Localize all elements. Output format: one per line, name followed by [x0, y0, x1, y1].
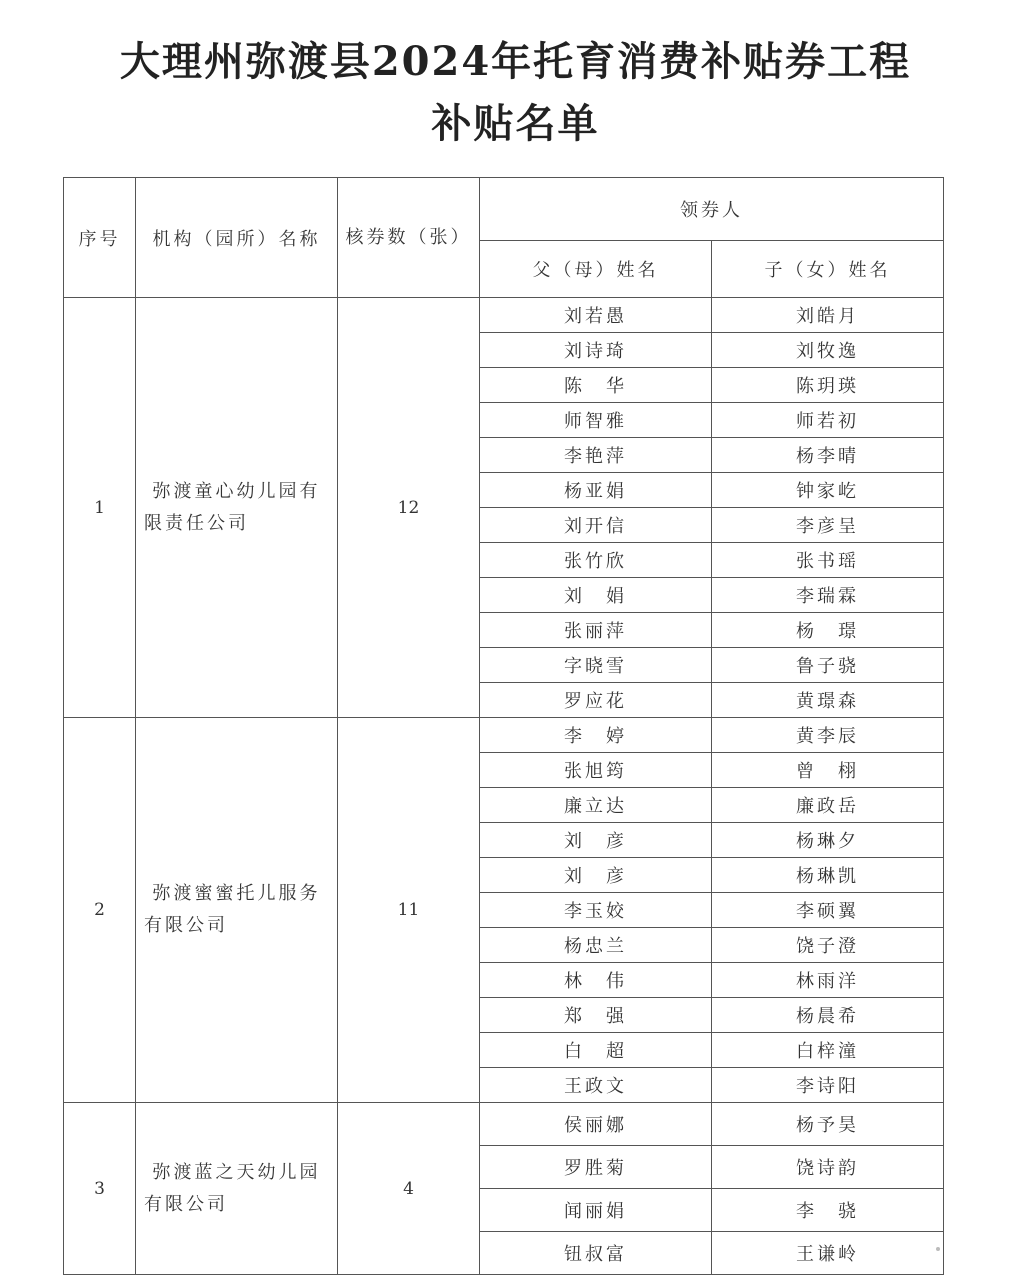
table-body	[64, 298, 944, 1275]
voucher-count: 11	[338, 718, 480, 1103]
child-name: 廉政岳	[712, 788, 944, 823]
child-name: 杨晨希	[712, 998, 944, 1033]
child-name: 鲁子骁	[712, 648, 944, 683]
header-count: 核券数（张）	[338, 178, 480, 298]
header-child: 子（女）姓名	[712, 241, 944, 298]
child-name: 张书瑶	[712, 543, 944, 578]
child-name: 李瑞霖	[712, 578, 944, 613]
parent-name: 张丽萍	[480, 613, 712, 648]
parent-name: 罗胜菊	[480, 1146, 712, 1189]
parent-name: 李 婷	[480, 718, 712, 753]
parent-name: 张旭筠	[480, 753, 712, 788]
child-name: 杨 璟	[712, 613, 944, 648]
document-title: 大理州弥渡县2024年托育消费补贴券工程	[119, 38, 912, 85]
child-name: 曾 栩	[712, 753, 944, 788]
org-name: 弥渡蓝之天幼儿园有限公司	[144, 1161, 321, 1215]
document-subtitle: 补贴名单	[431, 100, 600, 147]
group-index: 1	[64, 298, 136, 718]
parent-name: 罗应花	[480, 683, 712, 718]
parent-name: 林 伟	[480, 963, 712, 998]
parent-name: 廉立达	[480, 788, 712, 823]
group-index: 2	[64, 718, 136, 1103]
child-name: 杨予昊	[712, 1103, 944, 1146]
table-row	[64, 298, 944, 333]
child-name: 王谦岭	[712, 1232, 944, 1275]
child-name: 白梓潼	[712, 1033, 944, 1068]
group-index: 3	[64, 1103, 136, 1275]
child-name: 李彦呈	[712, 508, 944, 543]
child-name: 杨李晴	[712, 438, 944, 473]
parent-name: 侯丽娜	[480, 1103, 712, 1146]
subsidy-table	[63, 177, 944, 1275]
child-name: 杨琳夕	[712, 823, 944, 858]
org-name-cell	[136, 298, 338, 718]
parent-name: 李艳萍	[480, 438, 712, 473]
page-mark	[936, 1247, 940, 1251]
parent-name: 李玉姣	[480, 893, 712, 928]
child-name: 黄璟森	[712, 683, 944, 718]
child-name: 李诗阳	[712, 1068, 944, 1103]
table-row	[64, 1103, 944, 1146]
child-name: 李硕翼	[712, 893, 944, 928]
child-name: 林雨洋	[712, 963, 944, 998]
parent-name: 师智雅	[480, 403, 712, 438]
parent-name: 字晓雪	[480, 648, 712, 683]
child-name: 刘牧逸	[712, 333, 944, 368]
table-row	[64, 718, 944, 753]
org-name-cell	[136, 718, 338, 1103]
header-org: 机构（园所）名称	[136, 178, 338, 298]
header-parent: 父（母）姓名	[480, 241, 712, 298]
parent-name: 刘 娟	[480, 578, 712, 613]
parent-name: 刘开信	[480, 508, 712, 543]
parent-name: 郑 强	[480, 998, 712, 1033]
parent-name: 刘 彦	[480, 858, 712, 893]
child-name: 陈玥瑛	[712, 368, 944, 403]
parent-name: 白 超	[480, 1033, 712, 1068]
header-recipient: 领券人	[480, 178, 944, 241]
parent-name: 刘诗琦	[480, 333, 712, 368]
parent-name: 陈 华	[480, 368, 712, 403]
parent-name: 刘若愚	[480, 298, 712, 333]
org-name-cell	[136, 1103, 338, 1275]
child-name: 刘皓月	[712, 298, 944, 333]
parent-name: 钮叔富	[480, 1232, 712, 1275]
parent-name: 闻丽娟	[480, 1189, 712, 1232]
parent-name: 王政文	[480, 1068, 712, 1103]
parent-name: 杨亚娟	[480, 473, 712, 508]
header-index: 序号	[64, 178, 136, 298]
child-name: 杨琳凯	[712, 858, 944, 893]
org-name: 弥渡蜜蜜托儿服务有限公司	[144, 883, 321, 936]
child-name: 黄李辰	[712, 718, 944, 753]
parent-name: 张竹欣	[480, 543, 712, 578]
child-name: 师若初	[712, 403, 944, 438]
parent-name: 刘 彦	[480, 823, 712, 858]
parent-name: 杨忠兰	[480, 928, 712, 963]
voucher-count: 12	[338, 298, 480, 718]
child-name: 饶子澄	[712, 928, 944, 963]
child-name: 钟家屹	[712, 473, 944, 508]
voucher-count: 4	[338, 1103, 480, 1275]
child-name: 李 骁	[712, 1189, 944, 1232]
org-name: 弥渡童心幼儿园有限责任公司	[144, 480, 321, 534]
child-name: 饶诗韵	[712, 1146, 944, 1189]
